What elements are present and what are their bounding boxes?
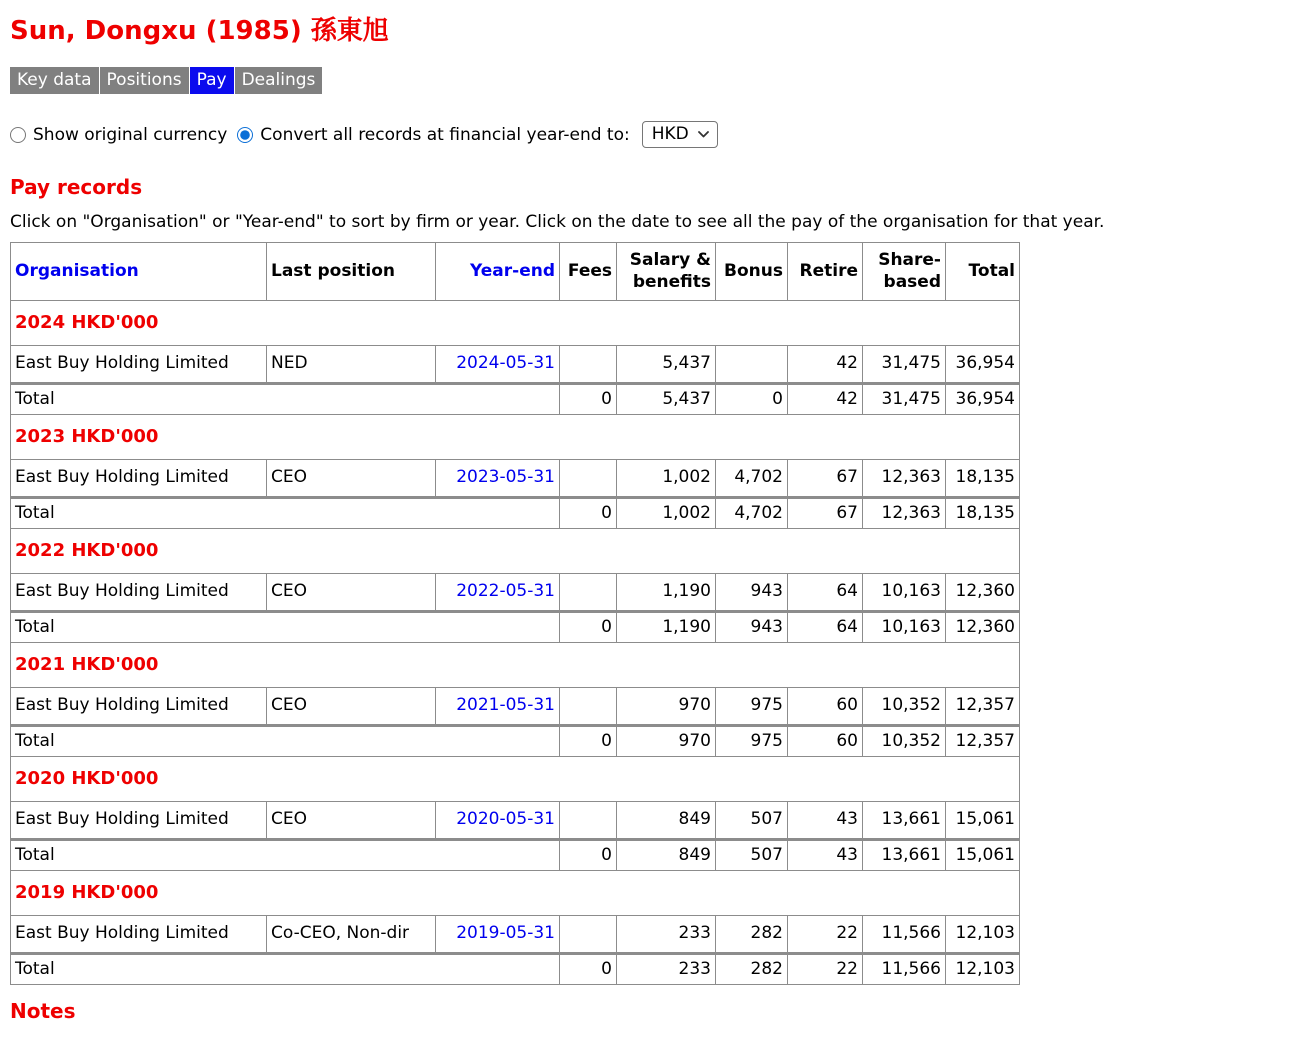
pay-row <box>11 688 1020 725</box>
total-salary-benefits-cell: 970 <box>617 725 716 756</box>
total-share-based-cell: 13,661 <box>863 839 946 870</box>
total-label-cell: Total <box>11 953 560 984</box>
last-position-cell: Co-CEO, Non-dir <box>267 916 436 953</box>
convert-currency-option <box>237 125 629 145</box>
salary-benefits-cell: 233 <box>617 916 716 953</box>
year-end-link[interactable]: 2020-05-31 <box>456 809 555 830</box>
fees-cell <box>560 574 617 611</box>
pay-records-table <box>10 242 1020 985</box>
total-bonus-cell: 0 <box>716 383 788 414</box>
currency-select-value: HKD <box>651 124 689 144</box>
salary-benefits-cell: 1,002 <box>617 460 716 497</box>
salary-benefits-cell: 1,190 <box>617 574 716 611</box>
table-body <box>11 300 1020 984</box>
page-title: Sun, Dongxu (1985) 孫東旭 <box>10 16 389 46</box>
total-retire-cell: 42 <box>788 383 863 414</box>
year-heading-row <box>11 756 1020 802</box>
year-heading: 2021 HKD'000 <box>15 653 159 675</box>
year-heading-row <box>11 300 1020 346</box>
year-heading-cell <box>11 414 1020 460</box>
total-retire-cell: 60 <box>788 725 863 756</box>
pay-row <box>11 460 1020 497</box>
total-bonus-cell: 507 <box>716 839 788 870</box>
last-position-cell: NED <box>267 346 436 383</box>
year-end-link[interactable]: 2024-05-31 <box>456 353 555 374</box>
share-based-cell: 10,352 <box>863 688 946 725</box>
year-end-cell <box>436 574 560 611</box>
total-label-cell: Total <box>11 497 560 528</box>
convert-currency-label: Convert all records at financial year-end to: <box>260 124 630 145</box>
total-retire-cell: 43 <box>788 839 863 870</box>
bonus-cell: 507 <box>716 802 788 839</box>
total-row <box>11 953 1020 984</box>
convert-currency-radio[interactable] <box>237 127 253 143</box>
total-salary-benefits-cell: 849 <box>617 839 716 870</box>
total-row <box>11 497 1020 528</box>
notes-heading: Notes <box>10 998 76 1023</box>
total-cell: 12,360 <box>946 574 1020 611</box>
column-header-salary-benefits: Salary & benefits <box>617 243 716 301</box>
column-header-retire: Retire <box>788 243 863 301</box>
total-bonus-cell: 4,702 <box>716 497 788 528</box>
year-heading-cell <box>11 300 1020 346</box>
total-share-based-cell: 10,352 <box>863 725 946 756</box>
salary-benefits-cell: 5,437 <box>617 346 716 383</box>
total-row <box>11 383 1020 414</box>
total-cell: 18,135 <box>946 460 1020 497</box>
total-share-based-cell: 31,475 <box>863 383 946 414</box>
retire-cell: 22 <box>788 916 863 953</box>
last-position-cell: CEO <box>267 574 436 611</box>
total-label-cell: Total <box>11 611 560 642</box>
total-salary-benefits-cell: 5,437 <box>617 383 716 414</box>
column-header-bonus: Bonus <box>716 243 788 301</box>
bonus-cell: 943 <box>716 574 788 611</box>
pay-row <box>11 346 1020 383</box>
tab-positions[interactable]: Positions <box>100 67 189 94</box>
salary-benefits-cell: 849 <box>617 802 716 839</box>
retire-cell: 43 <box>788 802 863 839</box>
tab-bar <box>10 67 1302 94</box>
year-end-cell <box>436 460 560 497</box>
total-bonus-cell: 282 <box>716 953 788 984</box>
last-position-cell: CEO <box>267 802 436 839</box>
total-retire-cell: 22 <box>788 953 863 984</box>
total-share-based-cell: 12,363 <box>863 497 946 528</box>
last-position-cell: CEO <box>267 688 436 725</box>
table-head <box>11 243 1020 301</box>
year-heading-cell <box>11 756 1020 802</box>
share-based-cell: 13,661 <box>863 802 946 839</box>
total-salary-benefits-cell: 1,190 <box>617 611 716 642</box>
bonus-cell <box>716 346 788 383</box>
total-salary-benefits-cell: 1,002 <box>617 497 716 528</box>
bonus-cell: 282 <box>716 916 788 953</box>
share-based-cell: 12,363 <box>863 460 946 497</box>
year-heading-cell <box>11 528 1020 574</box>
total-fees-cell: 0 <box>560 953 617 984</box>
retire-cell: 64 <box>788 574 863 611</box>
total-label-cell: Total <box>11 725 560 756</box>
total-cell: 15,061 <box>946 802 1020 839</box>
year-heading-row <box>11 870 1020 916</box>
total-share-based-cell: 10,163 <box>863 611 946 642</box>
last-position-cell: CEO <box>267 460 436 497</box>
pay-row <box>11 574 1020 611</box>
total-total-cell: 12,103 <box>946 953 1020 984</box>
total-total-cell: 36,954 <box>946 383 1020 414</box>
fees-cell <box>560 688 617 725</box>
total-cell: 12,357 <box>946 688 1020 725</box>
fees-cell <box>560 346 617 383</box>
sort-link-year-end[interactable]: Year-end <box>470 261 555 282</box>
chevron-down-icon <box>698 131 709 138</box>
tab-pay[interactable]: Pay <box>190 67 234 94</box>
organisation-cell: East Buy Holding Limited <box>11 802 267 839</box>
year-heading-row <box>11 642 1020 688</box>
organisation-cell: East Buy Holding Limited <box>11 346 267 383</box>
retire-cell: 60 <box>788 688 863 725</box>
bonus-cell: 975 <box>716 688 788 725</box>
column-header-last-position: Last position <box>267 243 436 301</box>
total-fees-cell: 0 <box>560 383 617 414</box>
year-heading: 2020 HKD'000 <box>15 767 159 789</box>
year-heading: 2022 HKD'000 <box>15 539 159 561</box>
fees-cell <box>560 916 617 953</box>
total-row <box>11 725 1020 756</box>
pay-records-heading: Pay records <box>10 175 143 200</box>
year-end-link[interactable]: 2022-05-31 <box>456 581 555 602</box>
year-heading: 2024 HKD'000 <box>15 311 159 333</box>
year-end-link[interactable]: 2023-05-31 <box>456 467 555 488</box>
total-row <box>11 611 1020 642</box>
total-retire-cell: 64 <box>788 611 863 642</box>
share-based-cell: 31,475 <box>863 346 946 383</box>
year-heading-row <box>11 528 1020 574</box>
pay-row <box>11 916 1020 953</box>
show-original-currency-option <box>10 125 227 145</box>
year-heading-cell <box>11 870 1020 916</box>
year-end-link[interactable]: 2021-05-31 <box>456 695 555 716</box>
tab-key-data[interactable]: Key data <box>10 67 99 94</box>
year-end-cell <box>436 916 560 953</box>
year-end-cell <box>436 346 560 383</box>
sort-link-organisation[interactable]: Organisation <box>15 261 139 282</box>
total-fees-cell: 0 <box>560 497 617 528</box>
sort-instructions: Click on "Organisation" or "Year-end" to sort by firm or year. Click on the date to see all the pay of the organisation for that year. <box>10 212 1105 233</box>
total-salary-benefits-cell: 233 <box>617 953 716 984</box>
total-total-cell: 12,357 <box>946 725 1020 756</box>
total-share-based-cell: 11,566 <box>863 953 946 984</box>
currency-controls <box>10 121 1302 148</box>
salary-benefits-cell: 970 <box>617 688 716 725</box>
retire-cell: 42 <box>788 346 863 383</box>
total-total-cell: 12,360 <box>946 611 1020 642</box>
share-based-cell: 11,566 <box>863 916 946 953</box>
retire-cell: 67 <box>788 460 863 497</box>
year-end-cell <box>436 802 560 839</box>
total-total-cell: 15,061 <box>946 839 1020 870</box>
currency-select[interactable] <box>642 121 718 148</box>
column-header-year-end <box>436 243 560 301</box>
pay-row <box>11 802 1020 839</box>
total-bonus-cell: 975 <box>716 725 788 756</box>
bonus-cell: 4,702 <box>716 460 788 497</box>
show-original-currency-radio[interactable] <box>10 127 26 143</box>
organisation-cell: East Buy Holding Limited <box>11 460 267 497</box>
total-fees-cell: 0 <box>560 839 617 870</box>
total-cell: 12,103 <box>946 916 1020 953</box>
column-header-fees: Fees <box>560 243 617 301</box>
organisation-cell: East Buy Holding Limited <box>11 688 267 725</box>
total-fees-cell: 0 <box>560 611 617 642</box>
year-end-link[interactable]: 2019-05-31 <box>456 923 555 944</box>
fees-cell <box>560 460 617 497</box>
tab-dealings[interactable]: Dealings <box>235 67 323 94</box>
total-label-cell: Total <box>11 383 560 414</box>
year-end-cell <box>436 688 560 725</box>
share-based-cell: 10,163 <box>863 574 946 611</box>
column-header-share-based: Share-based <box>863 243 946 301</box>
header-row <box>11 243 1020 301</box>
total-row <box>11 839 1020 870</box>
organisation-cell: East Buy Holding Limited <box>11 916 267 953</box>
total-bonus-cell: 943 <box>716 611 788 642</box>
show-original-currency-label: Show original currency <box>33 124 228 145</box>
total-retire-cell: 67 <box>788 497 863 528</box>
column-header-total: Total <box>946 243 1020 301</box>
column-header-organisation <box>11 243 267 301</box>
year-heading-row <box>11 414 1020 460</box>
year-heading: 2023 HKD'000 <box>15 425 159 447</box>
total-total-cell: 18,135 <box>946 497 1020 528</box>
year-heading-cell <box>11 642 1020 688</box>
total-label-cell: Total <box>11 839 560 870</box>
year-heading: 2019 HKD'000 <box>15 881 159 903</box>
total-cell: 36,954 <box>946 346 1020 383</box>
organisation-cell: East Buy Holding Limited <box>11 574 267 611</box>
total-fees-cell: 0 <box>560 725 617 756</box>
fees-cell <box>560 802 617 839</box>
